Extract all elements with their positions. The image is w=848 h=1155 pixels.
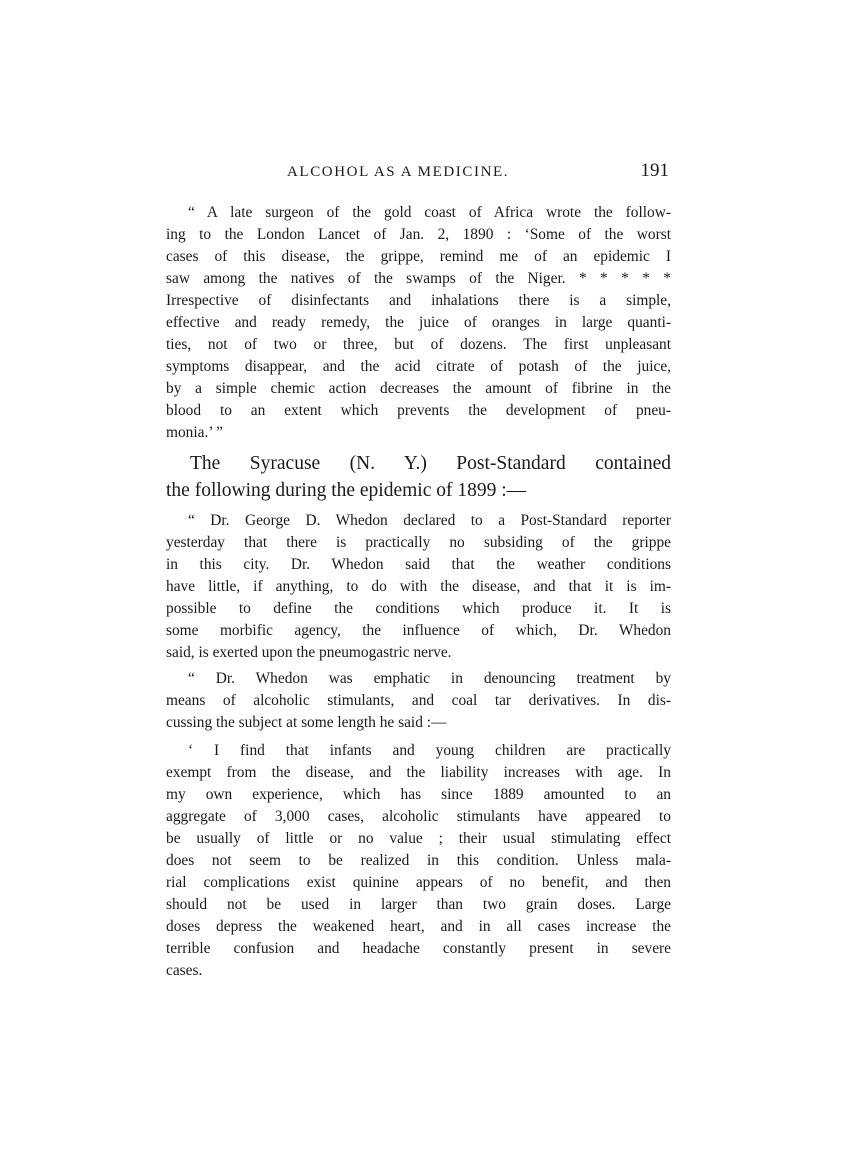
text-line: “ A late surgeon of the gold coast of Africa wrote the follow- — [188, 204, 671, 221]
text-line: my own experience, which has since 1889 amounted to an — [166, 786, 671, 803]
text-line: saw among the natives of the swamps of the Niger. * * * * * — [166, 270, 671, 287]
text-line: the following during the epidemic of 1899 :— — [166, 480, 527, 501]
text-line: terrible confusion and headache constantly present in severe — [166, 940, 671, 957]
text-line: exempt from the disease, and the liability increases with age. In — [166, 764, 671, 781]
text-line: ‘ I find that infants and young children are practically — [188, 742, 671, 759]
text-line: means of alcoholic stimulants, and coal tar derivatives. In dis- — [166, 692, 671, 709]
text-line: some morbific agency, the influence of which, Dr. Whedon — [166, 622, 671, 639]
text-line: “ Dr. George D. Whedon declared to a Post-Standard reporter — [188, 512, 671, 529]
text-line: aggregate of 3,000 cases, alcoholic stimulants have appeared to — [166, 808, 671, 825]
text-line: said, is exerted upon the pneumogastric nerve. — [166, 644, 452, 661]
text-line: Irrespective of disinfectants and inhalations there is a simple, — [166, 292, 671, 309]
page-number: 191 — [640, 160, 669, 181]
text-line: yesterday that there is practically no subsiding of the grippe — [166, 534, 671, 551]
text-line: be usually of little or no value ; their usual stimulating effect — [166, 830, 671, 847]
text-line: should not be used in larger than two grain doses. Large — [166, 896, 671, 913]
text-line: doses depress the weakened heart, and in all cases increase the — [166, 918, 671, 935]
text-line: “ Dr. Whedon was emphatic in denouncing treatment by — [188, 670, 671, 687]
text-line: rial complications exist quinine appears of no benefit, and then — [166, 874, 671, 891]
text-line: ties, not of two or three, but of dozens. The first unpleasant — [166, 336, 671, 353]
text-line: monia.’ ” — [166, 424, 223, 441]
text-line: cussing the subject at some length he said :— — [166, 714, 447, 731]
text-line: possible to define the conditions which produce it. It is — [166, 600, 671, 617]
text-line: cases. — [166, 962, 203, 979]
text-line: blood to an extent which prevents the development of pneu- — [166, 402, 671, 419]
text-line: symptoms disappear, and the acid citrate of potash of the juice, — [166, 358, 671, 375]
text-line: The Syracuse (N. Y.) Post-Standard contained — [190, 453, 671, 474]
running-head — [165, 161, 671, 183]
text-line: cases of this disease, the grippe, remind me of an epidemic I — [166, 248, 671, 265]
text-line: effective and ready remedy, the juice of oranges in large quanti- — [166, 314, 671, 331]
text-line: does not seem to be realized in this condition. Unless mala- — [166, 852, 671, 869]
running-title: ALCOHOL AS A MEDICINE. — [287, 164, 510, 180]
text-line: have little, if anything, to do with the disease, and that it is im- — [166, 578, 671, 595]
text-line: by a simple chemic action decreases the amount of fibrine in the — [166, 380, 671, 397]
text-line: ing to the London Lancet of Jan. 2, 1890 : ‘Some of the worst — [166, 226, 671, 243]
text-line: in this city. Dr. Whedon said that the weather conditions — [166, 556, 671, 573]
